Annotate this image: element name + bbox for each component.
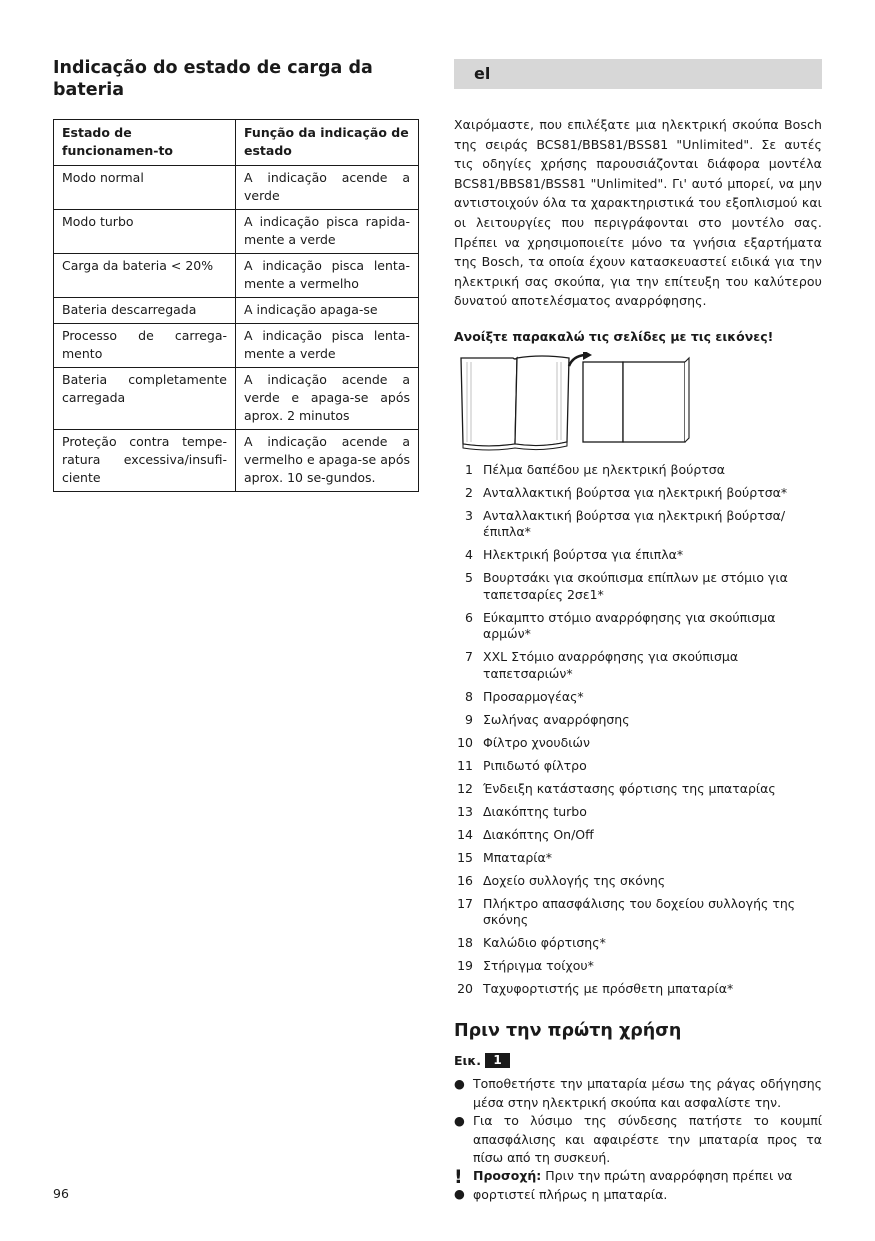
header-indicator-function: Função da indicação de estado: [236, 120, 419, 166]
warning-icon: !: [454, 1166, 463, 1189]
table-cell: Modo turbo: [54, 210, 236, 254]
list-item: ● Για το λύσιμο της σύνδεσης πατήστε το κουμπί απασφάλισης και αφαιρέστε την μπαταρία προς τα πίσω από τη συσκευή.: [454, 1113, 822, 1165]
list-item: ● Τοποθετήστε την μπαταρία μέσω της ράγας οδήγησης μέσα στην ηλεκτρική σκούπα και ασφαλίστε την.: [454, 1076, 822, 1110]
figure-label: Εικ.: [454, 1053, 482, 1069]
warning-text: Πριν την πρώτη αναρρόφηση πρέπει να φορτιστεί πλήρως η μπαταρία.: [473, 1168, 793, 1202]
table-row: [54, 324, 419, 368]
list-item: 9 Σωλήνας αναρρόφησης: [465, 711, 630, 727]
language-bar: el: [454, 59, 822, 89]
table-header-row: [54, 120, 419, 166]
table-cell: A indicação pisca lenta-mente a verde: [236, 324, 419, 368]
warning-note: [454, 1167, 822, 1204]
table-cell: Modo normal: [54, 166, 236, 210]
list-item: 6 Εύκαμπτο στόμιο αναρρόφησης για σκούπισμα αρμών*: [465, 609, 776, 642]
list-item: 19 Στήριγμα τοίχου*: [457, 957, 594, 973]
table-row: [54, 166, 419, 210]
list-item: 4 Ηλεκτρική βούρτσα για έπιπλα*: [465, 547, 684, 563]
table-cell: Bateria descarregada: [54, 298, 236, 324]
list-item: 18 Καλώδιο φόρτισης*: [457, 934, 606, 950]
battery-status-heading: Indicação do estado de carga da bateria: [53, 58, 373, 100]
header-operating-state: Estado de funcionamen-to: [54, 120, 236, 166]
list-item: 11 Ριπιδωτό φίλτρο: [457, 757, 587, 773]
table-row: [54, 254, 419, 298]
table-cell: A indicação acende a verde e apaga-se após aprox. 2 minutos: [236, 368, 419, 430]
figure-number-badge: 1: [485, 1053, 510, 1068]
list-item: 2 Ανταλλακτική βούρτσα για ηλεκτρική βούρτσα*: [465, 484, 788, 500]
table-row: [54, 368, 419, 430]
list-item: 7 XXL Στόμιο αναρρόφησης για σκούπισμα ταπετσαριών*: [465, 649, 739, 681]
list-item: 16 Δοχείο συλλογής της σκόνης: [457, 872, 666, 888]
table-cell: Proteção contra tempe-ratura excessiva/insufi-ciente: [54, 430, 236, 492]
instructions-list: [454, 1075, 822, 1167]
list-item: 20 Ταχυφορτιστής με πρόσθετη μπαταρία*: [457, 980, 734, 996]
battery-status-table: [53, 119, 419, 492]
before-first-use-heading: Πριν την πρώτη χρήση: [454, 1021, 682, 1042]
table-cell: A indicação apaga-se: [236, 298, 419, 324]
table-cell: Processo de carrega-mento: [54, 324, 236, 368]
bullet-icon: ●: [454, 1186, 465, 1202]
list-item: 13 Διακόπτης turbo: [457, 803, 587, 819]
table-cell: A indicação pisca lenta-mente a vermelho: [236, 254, 419, 298]
list-item: 14 Διακόπτης On/Off: [457, 826, 594, 842]
table-cell: A indicação acende a verde: [236, 166, 419, 210]
right-column: [454, 59, 822, 1204]
fold-out-pages-illustration: [457, 352, 697, 452]
table-row: [54, 430, 419, 492]
table-cell: Bateria completamente carregada: [54, 368, 236, 430]
table-cell: Carga da bateria < 20%: [54, 254, 236, 298]
left-column: [53, 57, 419, 492]
list-item: 3 Ανταλλακτική βούρτσα για ηλεκτρική βούρτσα/ έπιπλα*: [465, 507, 786, 540]
open-book-icon: [457, 352, 697, 452]
bullet-icon: ●: [454, 1113, 465, 1129]
list-item: 15 Μπαταρία*: [457, 849, 552, 865]
warning-label: Προσοχή:: [473, 1168, 542, 1184]
list-item: 10 Φίλτρο χνουδιών: [457, 734, 590, 750]
list-item: 8 Προσαρμογέας*: [465, 688, 584, 704]
page-number: 96: [53, 1186, 69, 1201]
table-cell: A indicação pisca rapida-mente a verde: [236, 210, 419, 254]
table-row: [54, 210, 419, 254]
list-item: 1 Πέλμα δαπέδου με ηλεκτρική βούρτσα: [465, 461, 725, 477]
list-item: 12 Ένδειξη κατάστασης φόρτισης της μπαταρίας: [457, 780, 776, 796]
intro-paragraph: Χαιρόμαστε, που επιλέξατε μια ηλεκτρική σκούπα Bosch της σειράς BCS81/BBS81/BSS81 "Unlimited". Σε αυτές τις οδηγίες χρήσης παρουσιάζονται διάφορα μοντέλα BCS81/BBS81/BSS81 "Unlimited". Γι' αυτό μπορεί, να μην αντιστοιχούν όλα τα χαρακτηριστικά του εξοπλισμού και οι λειτουργίες που περιγράφονται στο μοντέλο σας. Πρέπει να χρησιμοποιείτε μόνο τα γνήσια εξαρτήματα της Bosch, τα οποία έχουν κατασκευαστεί ειδικά για την ηλεκτρική σας σκούπα, για την επίτευξη του καλύτερου δυνατού αποτελέσματος αναρρόφησης.: [454, 117, 822, 309]
figure-reference: [454, 1053, 822, 1068]
table-cell: A indicação acende a vermelho e apaga-se após aprox. 10 se-gundos.: [236, 430, 419, 492]
list-item: 17 Πλήκτρο απασφάλισης του δοχείου συλλογής της σκόνης: [457, 895, 796, 927]
table-row: [54, 298, 419, 324]
bullet-icon: ●: [454, 1076, 465, 1092]
open-pages-note: Ανοίξτε παρακαλώ τις σελίδες με τις εικόνες!: [454, 328, 774, 344]
list-item: 5 Βουρτσάκι για σκούπισμα επίπλων με στόμιο για ταπετσαρίες 2σε1*: [465, 570, 788, 602]
parts-list: [454, 462, 822, 997]
